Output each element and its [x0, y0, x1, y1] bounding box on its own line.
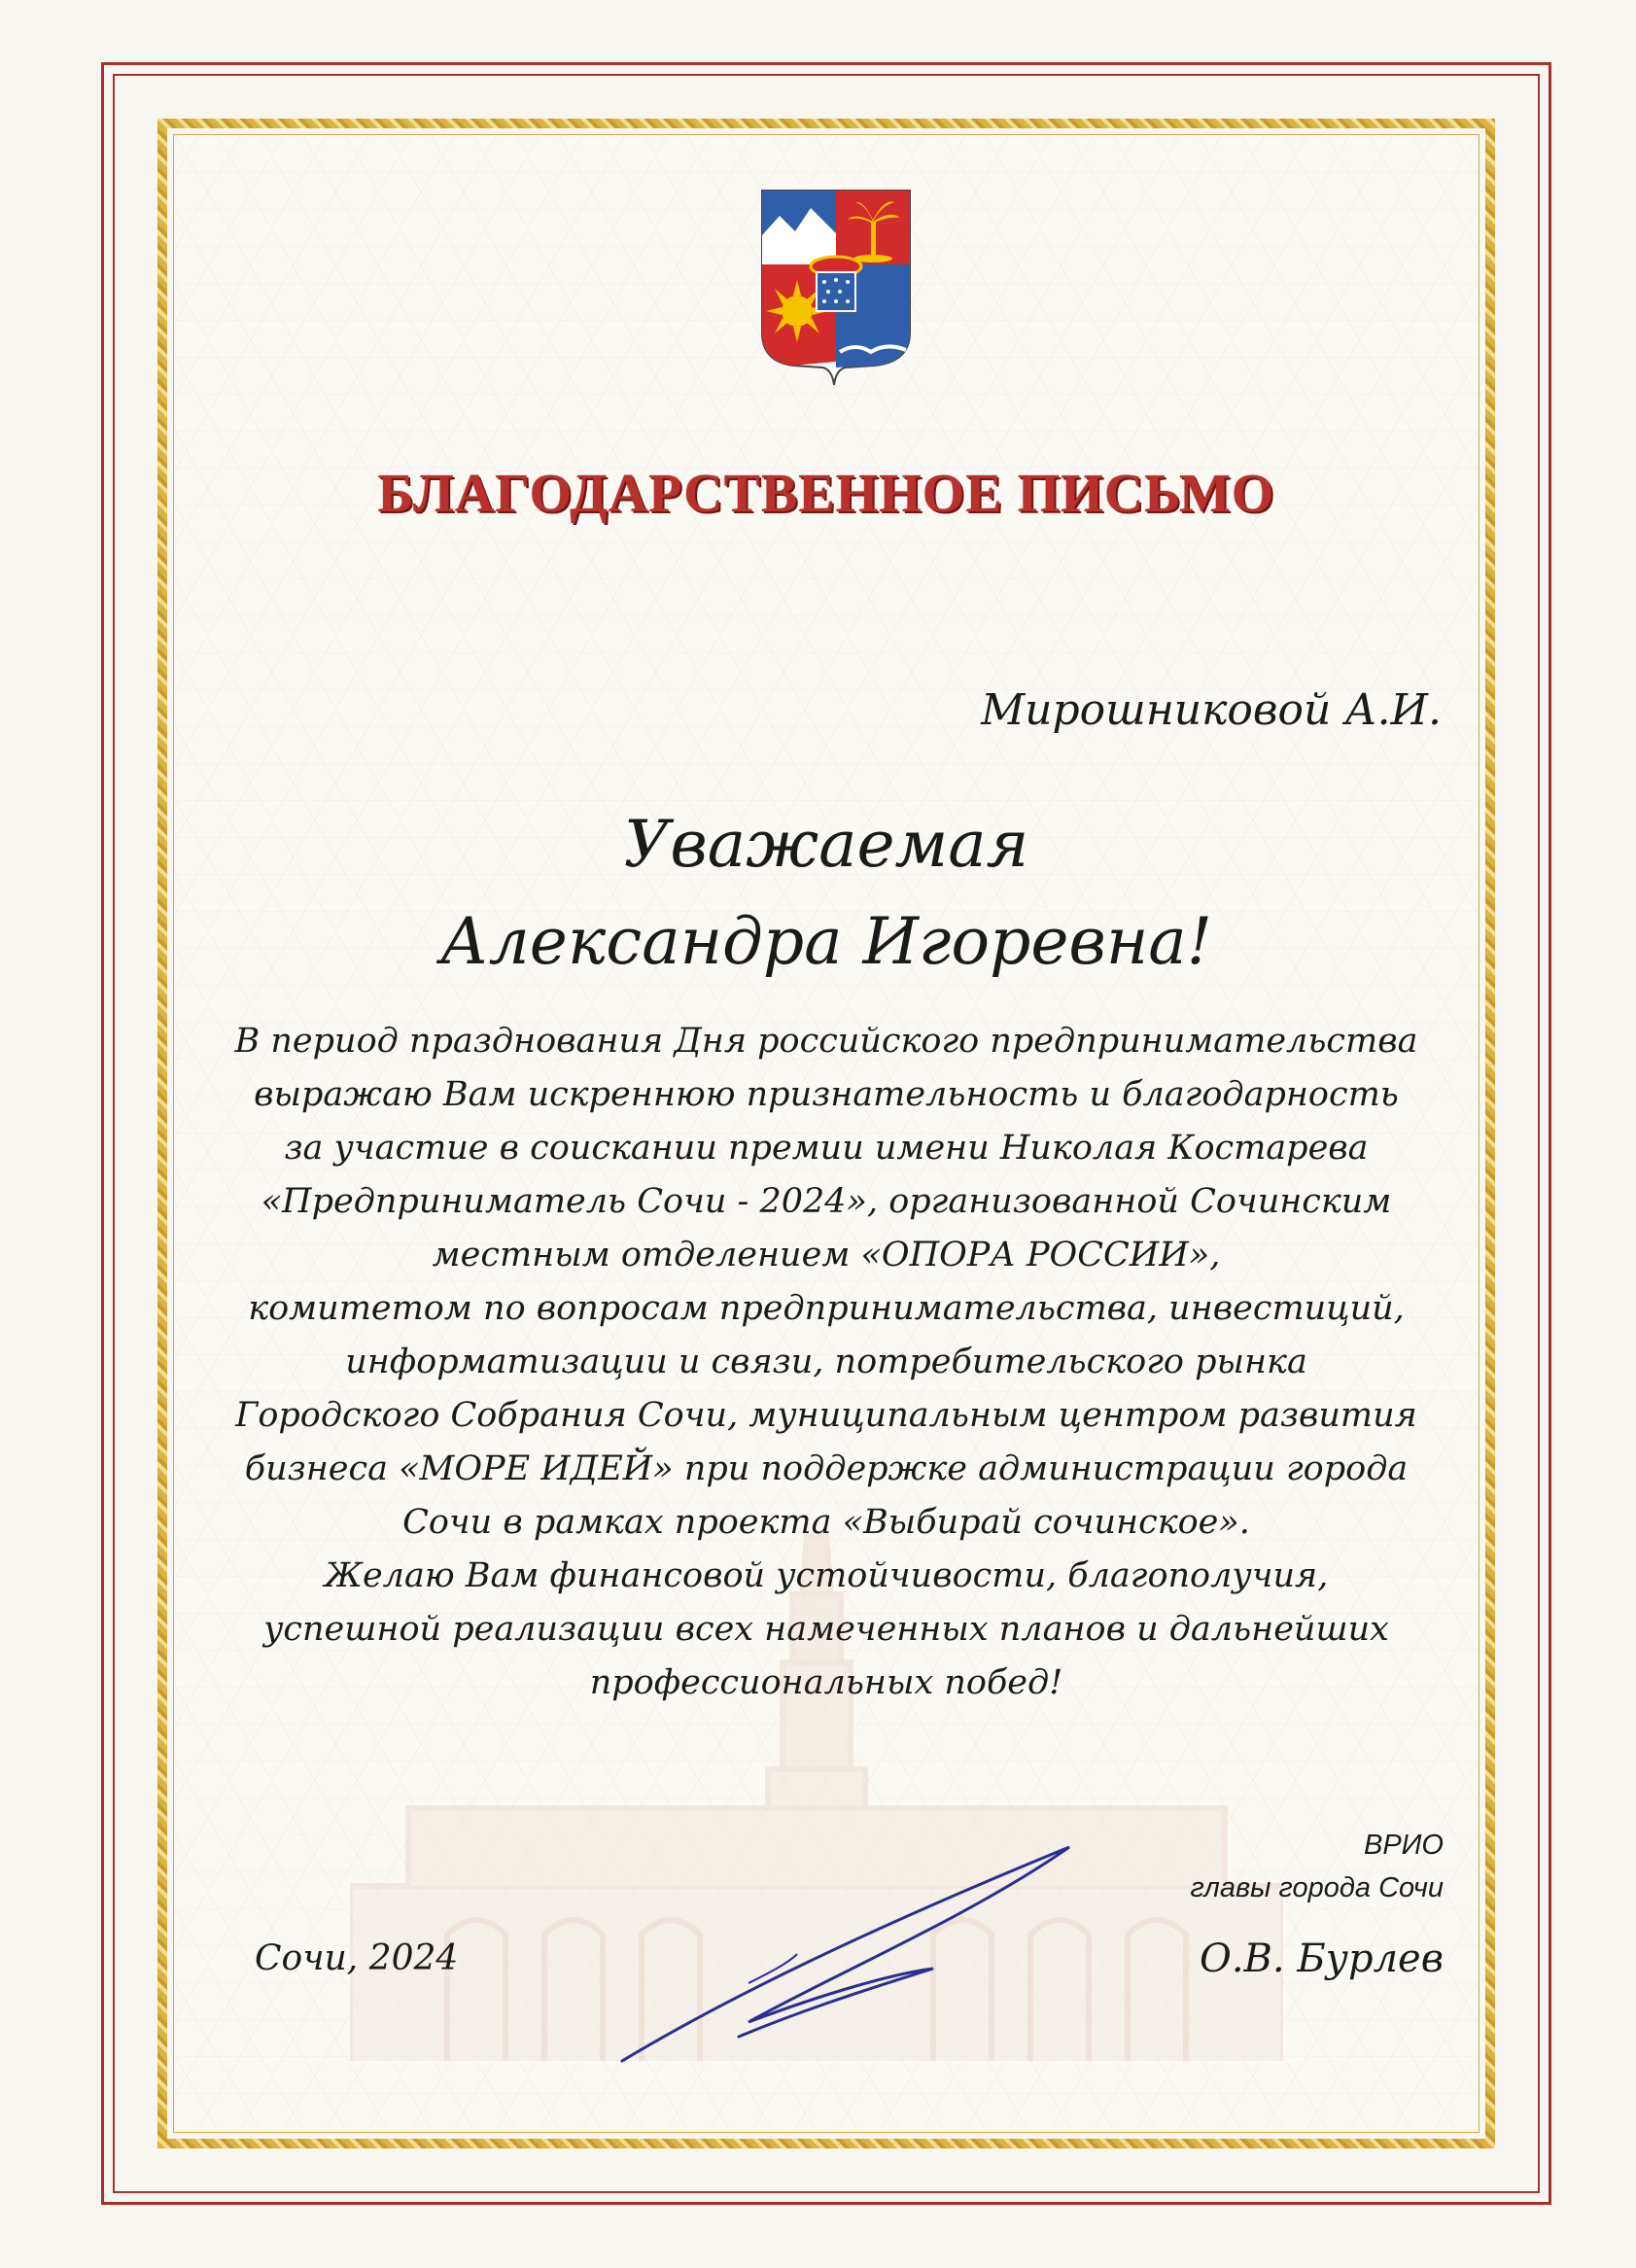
signer-position — [1191, 1824, 1444, 1909]
signer-position-line-1: ВРИО — [1364, 1830, 1444, 1861]
document-title: БЛАГОДАРСТВЕННОЕ ПИСЬМО — [377, 464, 1275, 524]
body-line: информатизации и связи, потребительского рынка — [345, 1343, 1307, 1381]
body-line: за участие в соискании премии имени Николая Костарева — [284, 1129, 1369, 1168]
body-line: местным отделением «ОПОРА РОССИИ», — [432, 1236, 1221, 1274]
place-and-date: Сочи, 2024 — [255, 1938, 459, 1978]
sochi-coat-of-arms-icon — [758, 187, 914, 401]
body-line: Городского Собрания Сочи, муниципальным центром развития — [235, 1396, 1417, 1435]
body-line: комитетом по вопросам предпринимательства, инвестиций, — [248, 1289, 1405, 1328]
body-line: успешной реализации всех намеченных планов и дальнейших — [263, 1610, 1389, 1649]
signer-position-line-2: главы города Сочи — [1190, 1872, 1444, 1903]
body-line: В период празднования Дня российского предпринимательства — [234, 1022, 1418, 1061]
handwritten-signature-icon — [603, 1828, 1108, 2080]
signer-name: О.В. Бурлев — [1200, 1937, 1444, 1981]
letter-body — [233, 1015, 1419, 1710]
body-line: профессиональных побед! — [589, 1663, 1063, 1702]
greeting-line-2: Александра Игоревна! — [439, 904, 1213, 979]
greeting-line-1: Уважаемая — [623, 807, 1029, 882]
addressee: Мирошниковой А.И. — [981, 685, 1442, 735]
body-line: Сочи в рамках проекта «Выбирай сочинское». — [402, 1503, 1250, 1542]
body-line: бизнеса «МОРЕ ИДЕЙ» при поддержке администрации города — [244, 1449, 1409, 1488]
body-line: «Предприниматель Сочи - 2024», организованной Сочинским — [261, 1182, 1392, 1221]
body-line: Желаю Вам финансовой устойчивости, благополучия, — [324, 1556, 1329, 1595]
body-line: выражаю Вам искреннюю признательность и благодарность — [254, 1075, 1399, 1114]
